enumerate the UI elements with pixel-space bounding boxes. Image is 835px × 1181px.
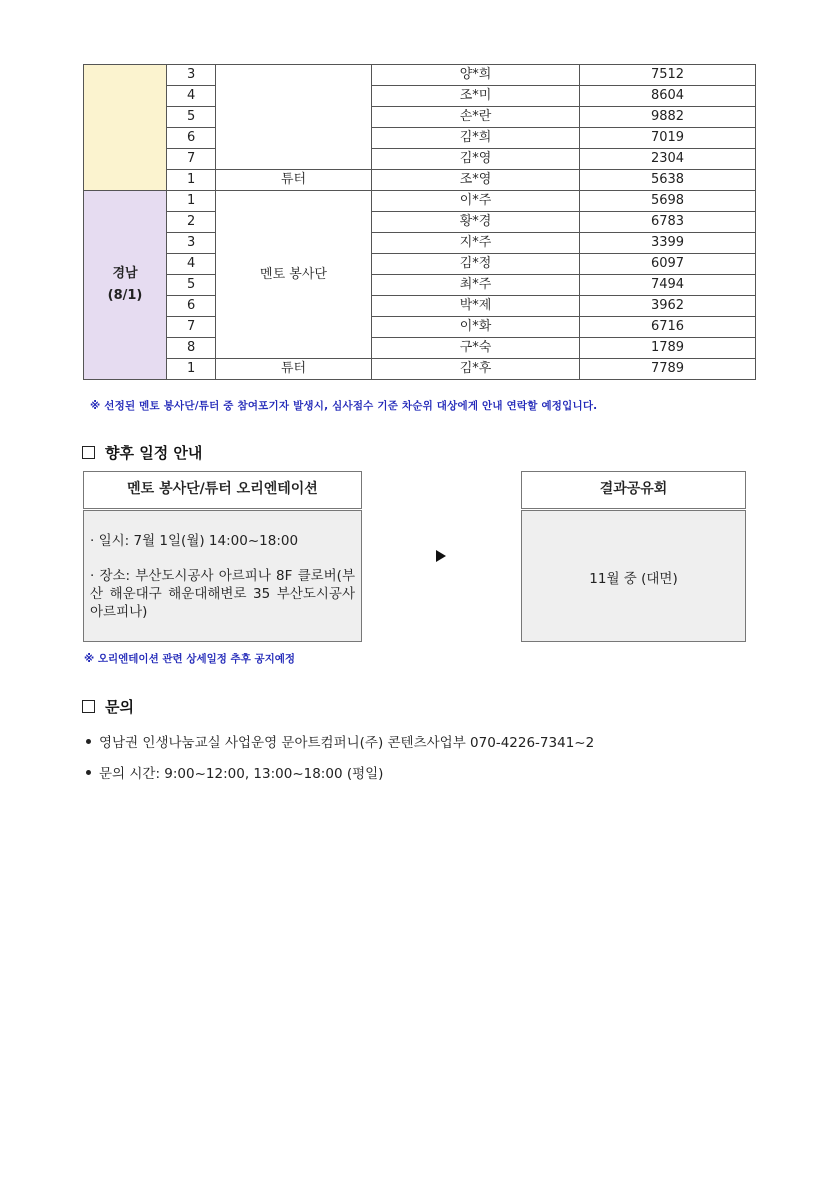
table-row [84,170,756,191]
row-number: 6 [167,296,216,317]
row-number: 3 [167,233,216,254]
participant-name: 양*희 [372,65,580,86]
participant-name: 김*정 [372,254,580,275]
region-name: 경남 [112,266,138,281]
participant-code: 6097 [580,254,756,275]
participant-name: 조*영 [372,170,580,191]
participant-code: 7512 [580,65,756,86]
row-number: 1 [167,359,216,380]
orientation-date: · 일시: 7월 1일(월) 14:00~18:00 [90,533,299,549]
row-number: 4 [167,254,216,275]
participant-name: 황*경 [372,212,580,233]
contact-line-hours: 문의 시간: 9:00~12:00, 13:00~18:00 (평일) [86,762,383,782]
participant-code: 5638 [580,170,756,191]
table-row [84,233,756,254]
bullet-icon [86,770,91,775]
participant-code: 2304 [580,149,756,170]
role-cell-mentor-continued [216,65,372,170]
checkbox-icon [82,446,95,459]
contact-line-company: 영남권 인생나눔교실 사업운영 문아트컴퍼니(주) 콘텐츠사업부 070-4226-7341~2 [86,731,594,751]
participant-name: 최*주 [372,275,580,296]
result-date: 11월 중 (대면) [589,571,678,587]
participant-code: 7494 [580,275,756,296]
table-row [84,212,756,233]
role-cell-tutor: 튜터 [216,359,372,380]
participant-code: 8604 [580,86,756,107]
row-number: 7 [167,317,216,338]
table-row [84,107,756,128]
participant-code: 3399 [580,233,756,254]
table-row [84,254,756,275]
row-number: 5 [167,107,216,128]
participant-name: 김*영 [372,149,580,170]
participant-name: 지*주 [372,233,580,254]
row-number: 5 [167,275,216,296]
selection-table [83,64,756,380]
contact-section-title: 문의 [82,696,134,717]
table-row [84,359,756,380]
checkbox-icon [82,700,95,713]
participant-name: 조*미 [372,86,580,107]
row-number: 6 [167,128,216,149]
region-date: (8/1) [107,288,143,303]
table-row [84,296,756,317]
region-cell-continued [84,65,167,191]
row-number: 3 [167,65,216,86]
participant-name: 구*숙 [372,338,580,359]
participant-code: 3962 [580,296,756,317]
participant-code: 1789 [580,338,756,359]
orientation-place: · 장소: 부산도시공사 아르피나 8F 클로버(부산 해운대구 해운대해변로 35 부산도시공사 아르피나) [90,568,355,620]
orientation-box-title: 멘토 봉사단/튜터 오리엔테이션 [83,471,362,509]
table-row [84,65,756,86]
table-row [84,338,756,359]
table-row [84,149,756,170]
participant-code: 5698 [580,191,756,212]
result-box-body [521,510,746,642]
bullet-icon [86,739,91,744]
participant-name: 이*화 [372,317,580,338]
row-number: 4 [167,86,216,107]
participant-code: 6783 [580,212,756,233]
row-number: 7 [167,149,216,170]
participant-name: 김*후 [372,359,580,380]
table-row [84,317,756,338]
table-row [84,128,756,149]
table-row [84,86,756,107]
participant-name: 박*제 [372,296,580,317]
replacement-notice: ※ 선정된 멘토 봉사단/튜터 중 참여포기자 발생시, 심사점수 기준 차순위 대상에게 안내 연락할 예정입니다. [90,400,598,412]
result-box-title: 결과공유회 [521,471,746,509]
table-row [84,191,756,212]
table-row [84,275,756,296]
orientation-box-body [83,510,362,642]
row-number: 1 [167,170,216,191]
arrow-right-icon [436,550,446,562]
participant-name: 이*주 [372,191,580,212]
row-number: 8 [167,338,216,359]
region-cell-gyeongnam [84,191,167,380]
row-number: 1 [167,191,216,212]
participant-code: 9882 [580,107,756,128]
role-cell-mentor: 멘토 봉사단 [216,191,372,359]
role-cell-tutor: 튜터 [216,170,372,191]
participant-name: 손*란 [372,107,580,128]
participant-code: 7019 [580,128,756,149]
schedule-section-title: 향후 일정 안내 [82,442,202,463]
participant-code: 7789 [580,359,756,380]
row-number: 2 [167,212,216,233]
orientation-footnote: ※ 오리엔테이션 관련 상세일정 추후 공지예정 [84,653,296,665]
participant-name: 김*희 [372,128,580,149]
participant-code: 6716 [580,317,756,338]
